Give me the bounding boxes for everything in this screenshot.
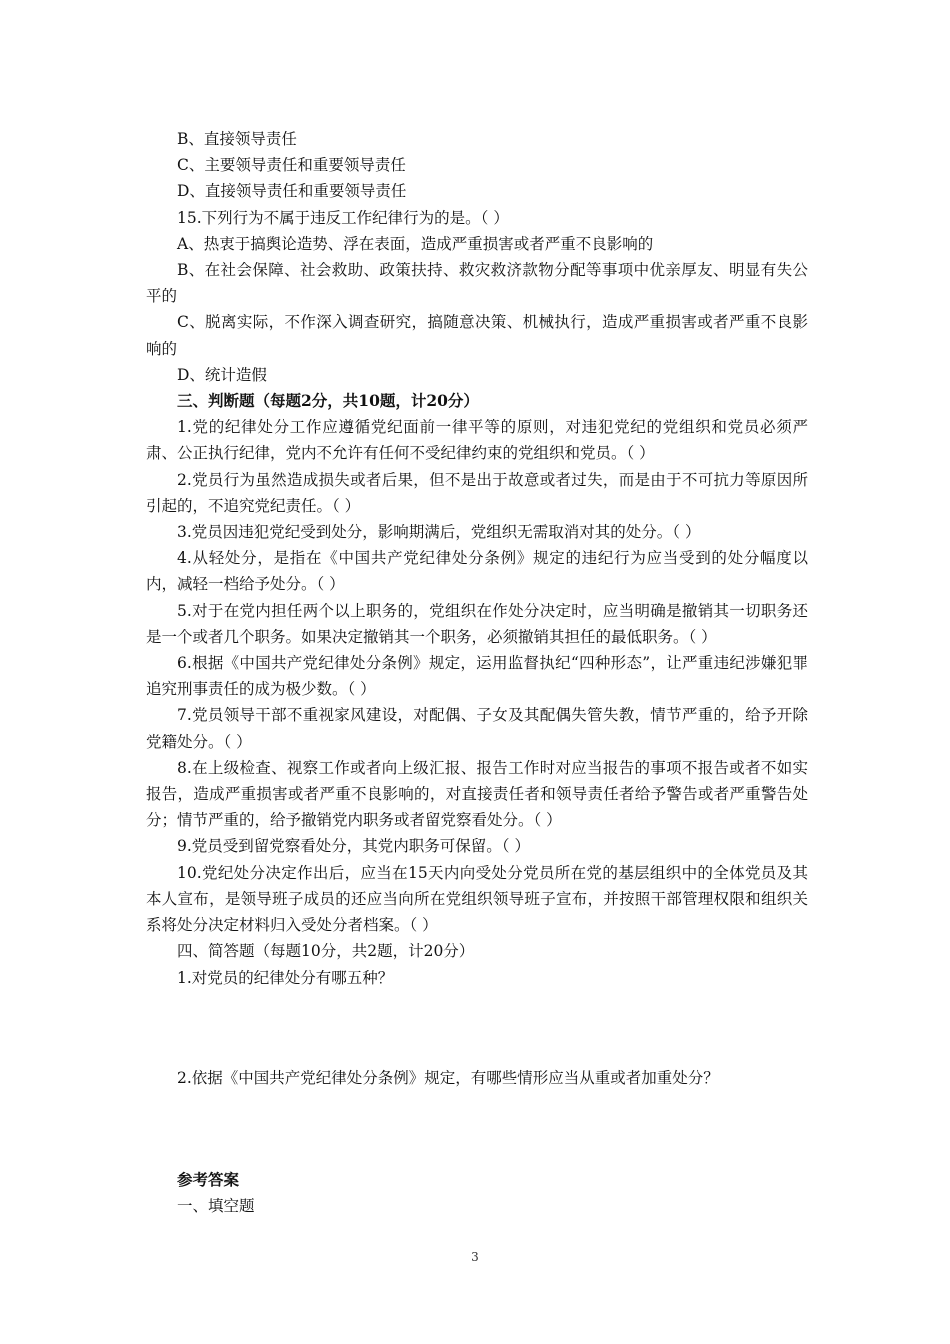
judgment-item: 2.党员行为虽然造成损失或者后果，但不是出于故意或者过失，而是由于不可抗力等原因所引起的，不追究党纪责任。（ ） xyxy=(146,470,808,515)
answers-section-1: 一、填空题 xyxy=(177,1197,255,1216)
section-4-title: 四、简答题（每题10分，共2题，计20分） xyxy=(177,942,475,961)
judgment-item: 7.党员领导干部不重视家风建设，对配偶、子女及其配偶失管失教，情节严重的，给予开除党籍处分。（ ） xyxy=(146,706,808,751)
page-content xyxy=(146,126,808,1219)
question-15-option-b: B、在社会保障、社会救助、政策扶持、救灾救济款物分配等事项中优亲厚友、明显有失公平的 xyxy=(146,261,808,306)
judgment-item: 1.党的纪律处分工作应遵循党纪面前一律平等的原则，对违犯党纪的党组织和党员必须严肃、公正执行纪律，党内不允许有任何不受纪律约束的党组织和党员。（ ） xyxy=(146,418,808,463)
answers-title: 参考答案 xyxy=(177,1169,240,1189)
answer-space xyxy=(146,1091,808,1167)
judgment-item: 9.党员受到留党察看处分，其党内职务可保留。（ ） xyxy=(177,837,530,856)
judgment-item: 5.对于在党内担任两个以上职务的，党组织在作处分决定时，应当明确是撤销其一切职务还是一个或者几个职务。如果决定撤销其一个职务，必须撤销其担任的最低职务。（ ） xyxy=(146,601,808,646)
question-15-option-c: C、脱离实际，不作深入调查研究，搞随意决策、机械执行，造成严重损害或者严重不良影响的 xyxy=(146,313,808,358)
short-answer-question-1: 1.对党员的纪律处分有哪五种？ xyxy=(177,968,394,987)
option-c: C、主要领导责任和重要领导责任 xyxy=(177,156,406,175)
question-15-option-d: D、统计造假 xyxy=(177,365,267,384)
judgment-item: 6.根据《中国共产党纪律处分条例》规定，运用监督执纪“四种形态”，让严重违纪涉嫌犯罪追究刑事责任的成为极少数。（ ） xyxy=(146,654,808,699)
answer-space xyxy=(146,991,808,1065)
judgment-item: 4.从轻处分，是指在《中国共产党纪律处分条例》规定的违纪行为应当受到的处分幅度以内，减轻一档给予处分。（ ） xyxy=(146,549,808,594)
short-answer-question-2: 2.依据《中国共产党纪律处分条例》规定，有哪些情形应当从重或者加重处分？ xyxy=(177,1068,719,1087)
page-number: 3 xyxy=(471,1250,479,1264)
judgment-item: 10.党纪处分决定作出后，应当在15天内向受处分党员所在党的基层组织中的全体党员及其本人宣布，是领导班子成员的还应当向所在党组织领导班子宣布，并按照干部管理权限和组织关系将处分决定材料归入受处分者档案。（ ） xyxy=(146,863,808,935)
option-b: B、直接领导责任 xyxy=(177,130,297,148)
judgment-item: 8.在上级检查、视察工作或者向上级汇报、报告工作时对应当报告的事项不报告或者不如实报告，造成严重损害或者严重不良影响的，对直接责任者和领导责任者给予警告或者严重警告处分；情节严重的，给予撤销党内职务或者留党察看处分。（ ） xyxy=(146,758,808,830)
question-15-stem: 15.下列行为不属于违反工作纪律行为的是。（ ） xyxy=(177,208,509,227)
option-d: D、直接领导责任和重要领导责任 xyxy=(177,182,407,201)
section-3-title: 三、判断题（每题2分，共10题，计20分） xyxy=(177,391,479,411)
judgment-item: 3.党员因违犯党纪受到处分，影响期满后，党组织无需取消对其的处分。（ ） xyxy=(177,523,701,542)
question-15-option-a: A、热衷于搞舆论造势、浮在表面，造成严重损害或者严重不良影响的 xyxy=(177,234,654,253)
